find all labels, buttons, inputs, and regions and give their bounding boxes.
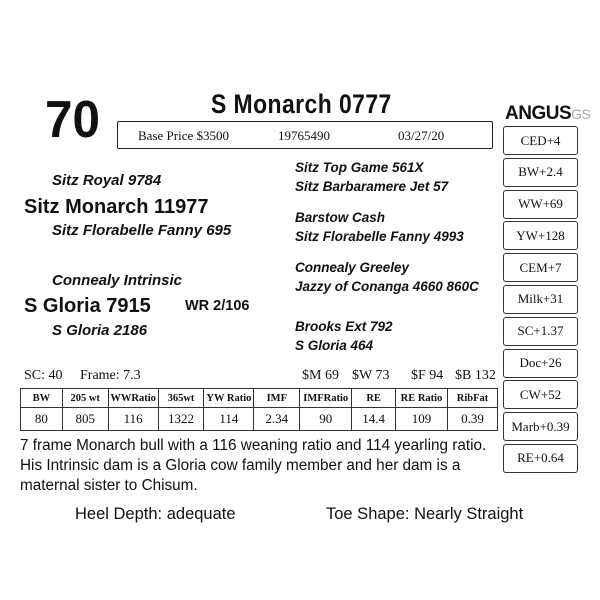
animal-name: S Monarch 0777 bbox=[211, 89, 392, 119]
performance-table bbox=[20, 388, 498, 431]
header-imfratio: IMFRatio bbox=[300, 389, 352, 408]
value-wwratio: 116 bbox=[108, 408, 158, 431]
header-imf: IMF bbox=[254, 389, 300, 408]
base-price: Base Price $3500 bbox=[138, 128, 229, 143]
epd-cw: CW+52 bbox=[503, 380, 578, 409]
epd-milk: Milk+31 bbox=[503, 285, 578, 314]
header-wwratio: WWRatio bbox=[108, 389, 158, 408]
epd-re: RE+0.64 bbox=[503, 444, 578, 473]
value-bw: 80 bbox=[21, 408, 63, 431]
epd-ww: WW+69 bbox=[503, 190, 578, 219]
index-b: $B 132 bbox=[455, 368, 496, 383]
value-imf: 2.34 bbox=[254, 408, 300, 431]
dam-sire: Connealy Intrinsic bbox=[52, 272, 183, 289]
value-ywratio: 114 bbox=[204, 408, 254, 431]
ss-dam: Sitz Barbaramere Jet 57 bbox=[295, 179, 449, 194]
index-m: $M 69 bbox=[302, 368, 339, 383]
ds-dam: Jazzy of Conanga 4660 860C bbox=[295, 279, 479, 294]
epd-yw: YW+128 bbox=[503, 221, 578, 250]
header-ywratio: YW Ratio bbox=[204, 389, 254, 408]
header-re: RE bbox=[352, 389, 396, 408]
performance-value-row bbox=[21, 408, 498, 431]
value-ribfat: 0.39 bbox=[447, 408, 497, 431]
header-365wt: 365wt bbox=[158, 389, 204, 408]
lot-number: 70 bbox=[45, 91, 100, 149]
birth-date: 03/27/20 bbox=[398, 128, 445, 143]
header-ribfat: RibFat bbox=[447, 389, 497, 408]
dd-dam: S Gloria 464 bbox=[295, 338, 374, 353]
scrotal-circumference: SC: 40 bbox=[24, 368, 63, 383]
sire: Sitz Monarch 11977 bbox=[24, 196, 209, 218]
header-reratio: RE Ratio bbox=[396, 389, 448, 408]
info-bar bbox=[117, 121, 493, 149]
dam-ratio: WR 2/106 bbox=[185, 298, 250, 314]
epd-doc: Doc+26 bbox=[503, 349, 578, 378]
heel-depth: Heel Depth: adequate bbox=[75, 505, 236, 523]
dd-sire: Brooks Ext 792 bbox=[295, 319, 393, 334]
epd-ced: CED+4 bbox=[503, 126, 578, 155]
value-re: 14.4 bbox=[352, 408, 396, 431]
epd-bw: BW+2.4 bbox=[503, 158, 578, 187]
performance-header-row bbox=[21, 389, 498, 408]
registration-number: 19765490 bbox=[278, 128, 330, 143]
sd-dam: Sitz Florabelle Fanny 4993 bbox=[295, 229, 464, 244]
epd-cem: CEM+7 bbox=[503, 253, 578, 282]
value-imfratio: 90 bbox=[300, 408, 352, 431]
ss-sire: Sitz Top Game 561X bbox=[295, 160, 424, 175]
ds-sire: Connealy Greeley bbox=[295, 260, 410, 275]
description: 7 frame Monarch bull with a 116 weaning ratio and 114 yearling ratio. His Intrinsic dam is a Gloria cow family member and her dam is a maternal sister to Chisum. bbox=[20, 437, 487, 494]
epd-sc: SC+1.37 bbox=[503, 317, 578, 346]
index-w: $W 73 bbox=[352, 368, 390, 383]
index-f: $F 94 bbox=[411, 368, 444, 383]
value-205wt: 805 bbox=[62, 408, 108, 431]
value-reratio: 109 bbox=[396, 408, 448, 431]
dam-dam: S Gloria 2186 bbox=[52, 322, 148, 339]
header-205wt: 205 wt bbox=[62, 389, 108, 408]
header-bw: BW bbox=[21, 389, 63, 408]
angus-logo: ANGUSGS bbox=[505, 103, 591, 124]
epd-column bbox=[503, 126, 578, 476]
frame-score: Frame: 7.3 bbox=[80, 368, 141, 383]
dam: S Gloria 7915 bbox=[24, 295, 151, 317]
sire-sire: Sitz Royal 9784 bbox=[52, 172, 162, 189]
sire-dam: Sitz Florabelle Fanny 695 bbox=[52, 222, 232, 239]
sd-sire: Barstow Cash bbox=[295, 210, 386, 225]
toe-shape: Toe Shape: Nearly Straight bbox=[326, 505, 524, 523]
epd-marb: Marb+0.39 bbox=[503, 412, 578, 441]
value-365wt: 1322 bbox=[158, 408, 204, 431]
